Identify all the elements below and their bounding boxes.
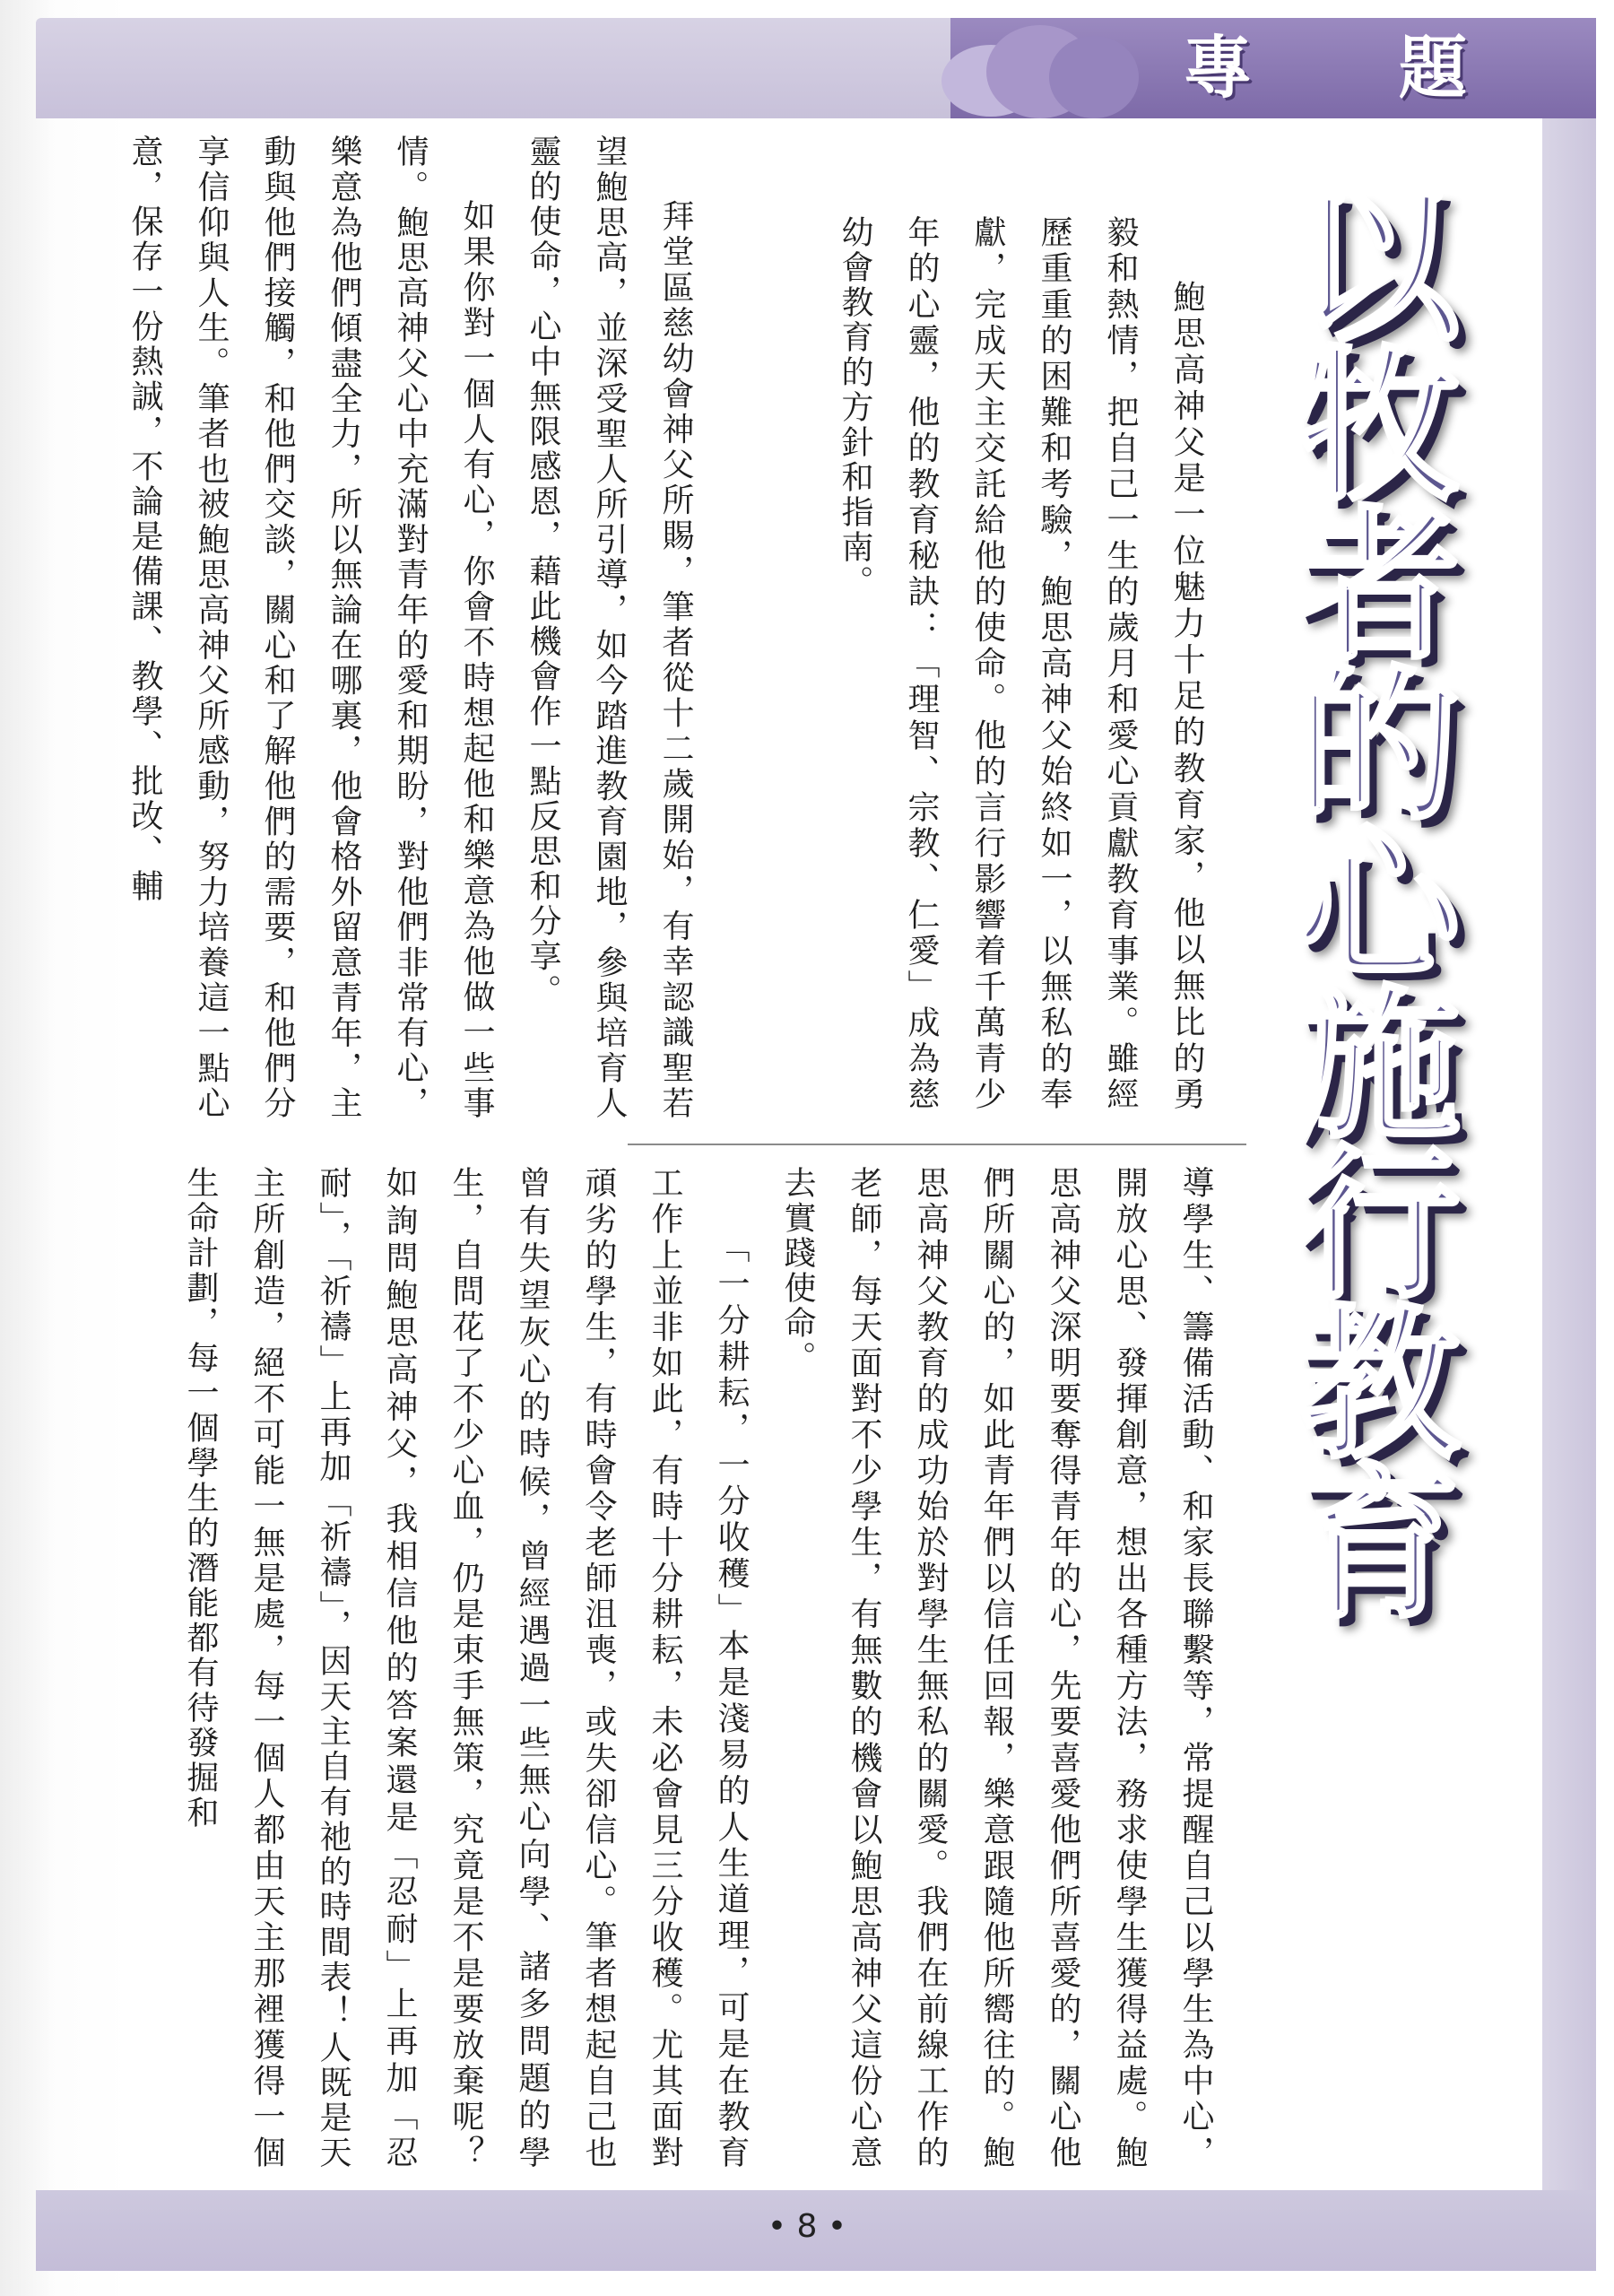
- binding-gutter: [0, 0, 54, 2296]
- paragraph-continuation: 導學生、籌備活動、和家長聯繫等，常提醒自己以學生為中心，開放心思、發揮創意，想出各種方法，務求使學生獲得益處。鮑思高神父深明要奪得青年的心，先要喜愛他們所喜愛的，關心他們所關心的，如此青年們以信任回報，樂意跟隨他所嚮往的。鮑思高神父教育的成功始於對學生無私的關愛。我們在前線工作的老師，每天面對不少學生，有無數的機會以鮑思高神父這份心意去實踐使命。: [779, 1166, 1214, 2170]
- section-divider: [628, 1144, 1246, 1145]
- paragraph: 「一分耕耘，一分收穫」本是淺易的人生道理，可是在教育工作上並非如此，有時十分耕耘，未必會見三分收穫。尤其面對頑劣的學生，有時會令老師沮喪，或失卻信心。筆者想起自己也曾有失望灰心的時候，曾經遇過一些無心向學、諸多問題的學生，自問花了不少心血，仍是束手無策，究竟是不是要放棄呢？如詢問鮑思高神父，我相信他的答案還是「忍耐」上再加「忍耐」，「祈禱」上再加「祈禱」，因天主自有祂的時間表！人既是天主所創造，絕不可能一無是處，每一個人都由天主那裡獲得一個生命計劃，每一個學生的潛能都有待發掘和: [182, 1166, 750, 2170]
- upper-left-text-block: [126, 135, 708, 1121]
- section-label-char-1: 專: [1184, 28, 1252, 108]
- side-band: [1542, 118, 1596, 2190]
- paragraph: 如果你對一個人有心，你會不時想起他和樂意為他做一些事情。鮑思高神父心中充滿對青年的愛和期盼，對他們非常有心，樂意為他們傾盡全力，所以無論在哪裏，他會格外留意青年，主動與他們接觸，和他們交談，關心和了解他們的需要，和他們分享信仰與人生。筆者也被鮑思高神父所感動，努力培養這一點心意，保存一份熱誠，不論是備課、教學、批改、輔: [126, 135, 495, 1121]
- paragraph: 鮑思高神父是一位魅力十足的教育家，他以無比的勇毅和熱情，把自己一生的歲月和愛心貢獻教育事業。雖經歷重重的困難和考驗，鮑思高神父始終如一，以無私的奉獻，完成天主交託給他的使命。他的言行影響着千萬青少年的心靈，他的教育秘訣：「理智、宗教、仁愛」成為慈幼會教育的方針和指南。: [837, 215, 1205, 1112]
- upper-right-text-block: [837, 215, 1219, 1112]
- lower-text-block: [126, 1166, 1228, 2170]
- cloud-decoration: [1049, 36, 1139, 118]
- page-number: • 8 •: [767, 2208, 847, 2245]
- section-label-char-2: 題: [1399, 28, 1467, 108]
- article-title: 以牧者的心施行教育: [1267, 179, 1459, 1616]
- paragraph: 拜堂區慈幼會神父所賜，筆者從十二歲開始，有幸認識聖若望鮑思高，並深受聖人所引導，如今踏進教育園地，參與培育人靈的使命，心中無限感恩，藉此機會作一點反思和分享。: [525, 135, 694, 1121]
